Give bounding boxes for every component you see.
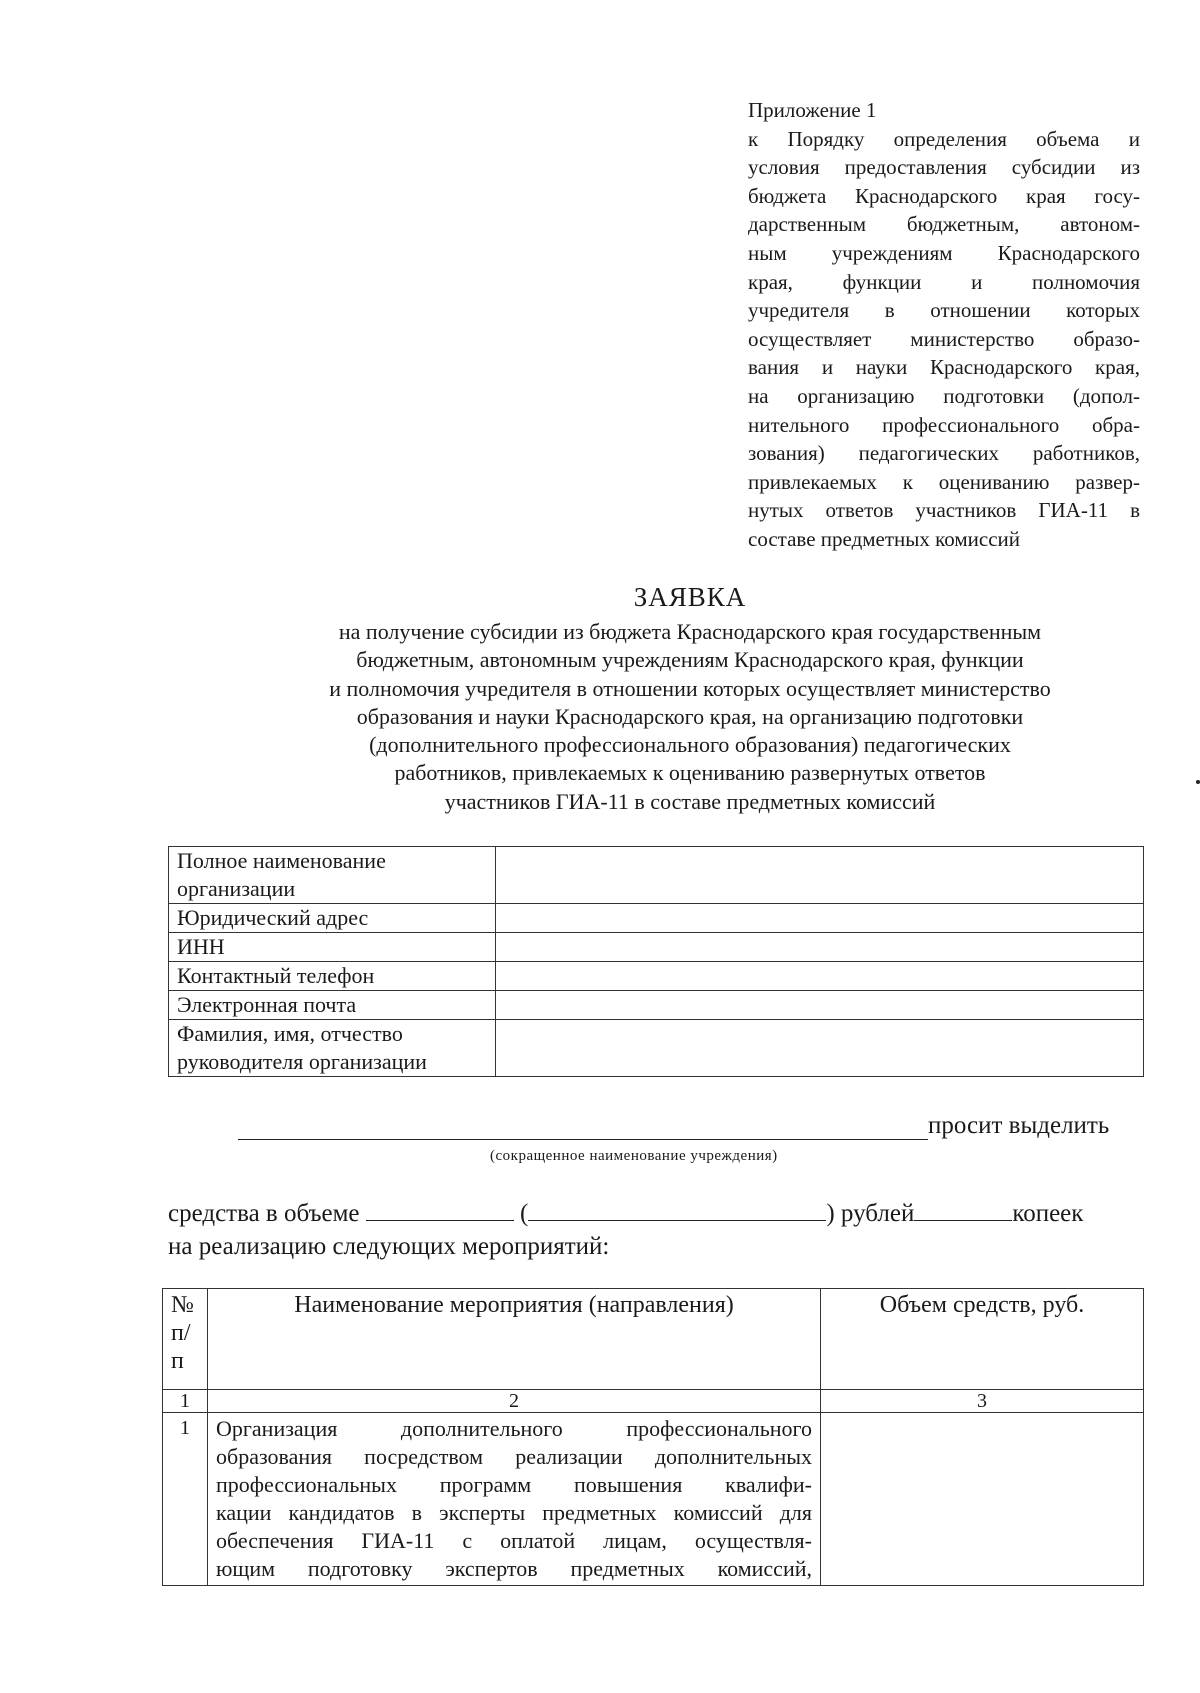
table-row [169,991,1144,1020]
field-value[interactable] [496,933,1144,962]
purpose-line: на реализацию следующих мероприятий: [168,1233,610,1260]
field-value[interactable] [496,991,1144,1020]
appendix-line: привлекаемых к оцениванию развер- [748,469,1140,494]
appendix-line: к Порядку определения объема и [748,126,1140,151]
institution-name-note: (сокращенное наименование учреждения) [490,1148,778,1164]
institution-name-blank[interactable] [238,1113,928,1140]
label-line: организации [177,876,296,901]
appendix-line: нутых ответов участников ГИА-11 в [748,498,1140,523]
table-header-row [163,1289,1144,1390]
appendix-line: зования) педагогических работников, [748,441,1140,466]
table-row [169,1020,1144,1077]
amount-line [168,1196,1148,1228]
field-value[interactable] [496,1020,1144,1077]
field-value[interactable] [496,847,1144,904]
description-line: ющим подготовку экспертов предметных комиссий, [216,1556,812,1581]
appendix-line: Приложение 1 [748,98,877,122]
appendix-line: учредителя в отношении которых [748,298,1140,323]
table-row [169,962,1144,991]
field-label [169,904,496,933]
amount-prefix: средства в объеме [168,1200,360,1227]
field-value[interactable] [496,962,1144,991]
document-title: ЗАЯВКА [633,582,747,612]
label-line: Полное наименование [177,848,386,873]
amount-open-paren: ( [520,1200,529,1227]
amount-header: Объем средств, руб. [821,1289,1144,1390]
header-line: № [171,1292,194,1318]
subtitle-line: работников, привлекаемых к оцениванию развернутых ответов [394,760,986,786]
subtitle-line: бюджетным, автономным учреждениям Краснодарского края, функции [356,647,1024,673]
header-line: п/ [171,1320,191,1346]
kopecks-blank[interactable] [914,1196,1012,1221]
subtitle-line: (дополнительного профессионального образования) педагогических [369,732,1011,758]
measure-name-header: Наименование мероприятия (направления) [208,1289,821,1390]
label-line: руководителя организации [177,1049,427,1074]
measures-table [162,1288,1144,1586]
table-row [169,904,1144,933]
description-line: профессиональных программ повышения квалифи- [216,1472,812,1497]
header-line: п [171,1348,184,1374]
table-row [163,1413,1144,1586]
field-label [169,933,496,962]
label-line: Контактный телефон [177,963,375,988]
appendix-line: осуществляет министерство образо- [748,326,1140,351]
appendix-line: нительного профессионального обра- [748,412,1140,437]
appendix-line: бюджета Краснодарского края госу- [748,183,1140,208]
column-number: 2 [208,1390,821,1413]
subtitle-line: образования и науки Краснодарского края, на организацию подготовки [356,703,1024,729]
table-row [169,933,1144,962]
description-line: Организация дополнительного профессионального [216,1416,812,1441]
label-line: Фамилия, имя, отчество [177,1021,403,1046]
appendix-line: края, функции и полномочия [748,269,1140,294]
kopecks-label: копеек [1012,1200,1084,1227]
field-label [169,1020,496,1077]
field-label [169,991,496,1020]
amount-words-blank[interactable] [528,1196,826,1221]
column-number: 1 [163,1390,208,1413]
subtitle-line: на получение субсидии из бюджета Краснодарского края государственным [338,619,1042,644]
measure-description [208,1413,821,1586]
request-line [238,1112,1144,1140]
description-line: обеспечения ГИА-11 с оплатой лицам, осуществля- [216,1528,812,1553]
scan-speck [1196,780,1200,784]
label-line: ИНН [177,934,225,959]
appendix-line: составе предметных комиссий [748,526,1021,551]
column-number-row [163,1390,1144,1413]
row-number: 1 [163,1413,208,1586]
appendix-line: ным учреждениям Краснодарского [748,240,1140,265]
table-row [169,847,1144,904]
appendix-line: дарственным бюджетным, автоном- [748,212,1140,237]
field-label [169,847,496,904]
label-line: Электронная почта [177,992,357,1017]
measure-amount[interactable] [821,1413,1144,1586]
rubles-label: ) рублей [826,1200,915,1227]
subtitle-line: участников ГИА-11 в составе предметных комиссий [444,788,936,814]
subtitle-line: и полномочия учредителя в отношении которых осуществляет министерство [329,675,1051,701]
description-line: кации кандидатов в эксперты предметных комиссий для [216,1500,812,1525]
document-subtitle [240,618,1140,816]
label-line: Юридический адрес [177,905,369,930]
amount-number-blank[interactable] [366,1196,514,1221]
appendix-line: вания и науки Краснодарского края, [748,355,1140,380]
number-header [163,1289,208,1390]
appendix-block [748,96,1140,554]
description-line: образования посредством реализации дополнительных [216,1444,812,1469]
field-value[interactable] [496,904,1144,933]
column-number: 3 [821,1390,1144,1413]
request-suffix: просит выделить [928,1112,1110,1139]
organization-info-table [168,846,1144,1077]
appendix-line: на организацию подготовки (допол- [748,383,1140,408]
field-label [169,962,496,991]
appendix-line: условия предоставления субсидии из [748,155,1140,180]
